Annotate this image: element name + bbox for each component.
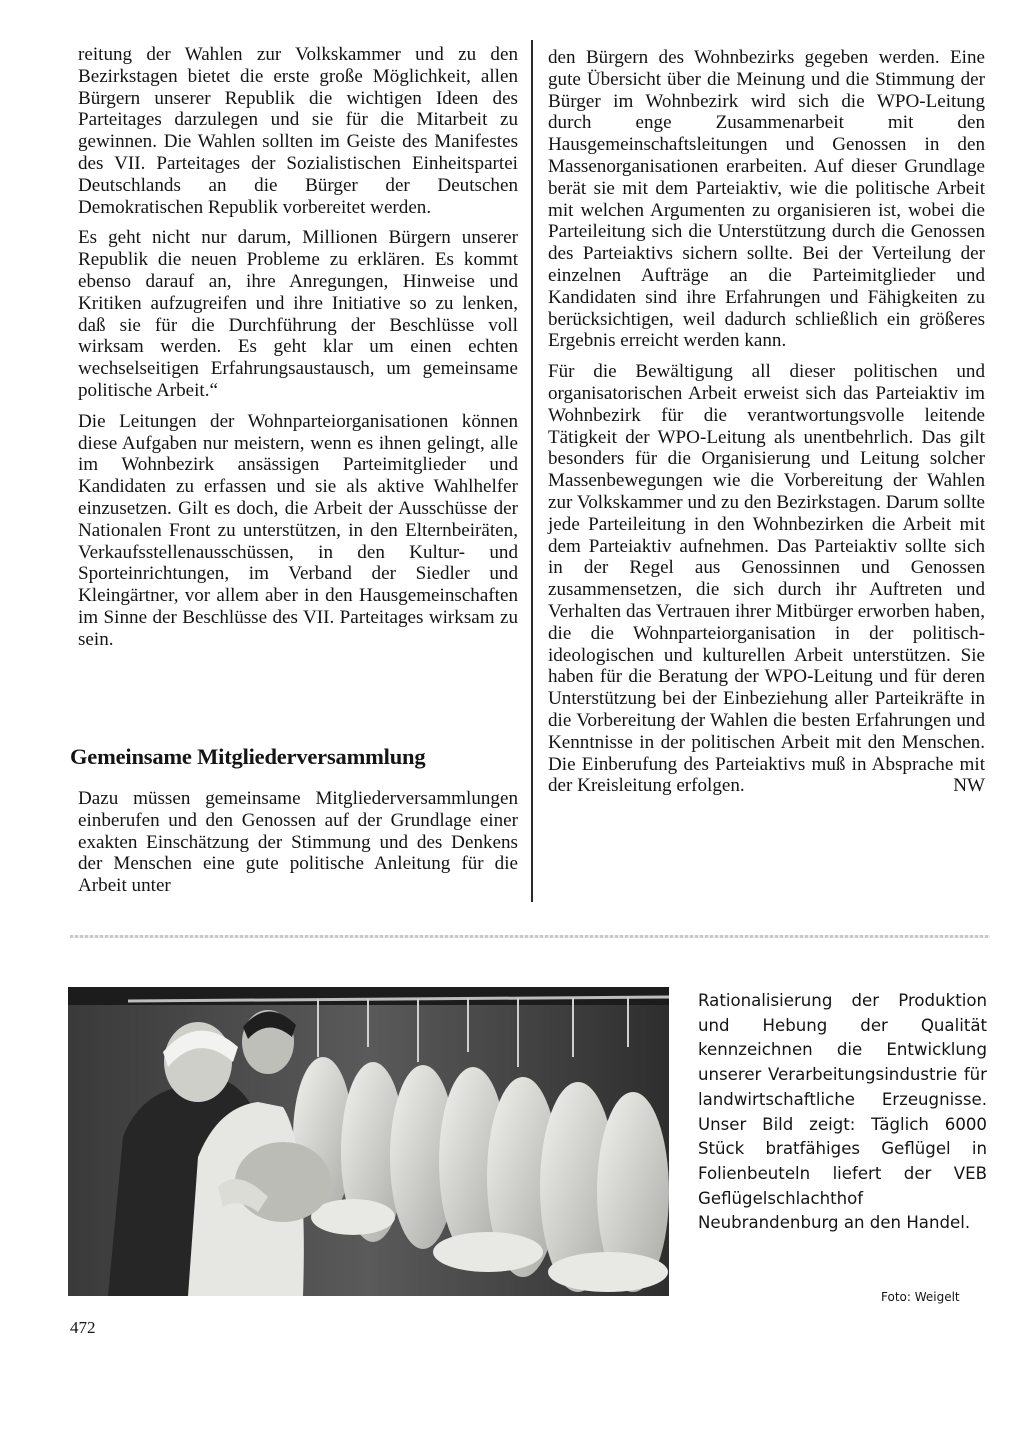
left-column-continued xyxy=(78,788,518,906)
photo-illustration xyxy=(68,987,669,1296)
photo-credit: Foto: Weigelt xyxy=(881,1290,960,1304)
paragraph: Es geht nicht nur darum, Millionen Bürgern unserer Republik die neuen Probleme zu erklären. Es kommt ebenso darauf an, ihre Anregungen, Hinweise und Kritiken aufzugreifen und ihre Initiative so zu lenken, daß sie für die Durchführung der Beschlüsse voll wirksam werden. Es geht klar um einen echten wechselseitigen Erfahrungsaustausch, um gemeinsame politische Arbeit.“ xyxy=(78,227,518,401)
paragraph: reitung der Wahlen zur Volkskammer und zu den Bezirkstagen bietet die erste große Möglichkeit, allen Bürgern unserer Republik die wichtigen Ideen des Parteitages darzulegen und sie für die Mitarbeit zu gewinnen. Die Wahlen sollten im Geiste des Manifestes des VII. Parteitages der Sozialistischen Einheitspartei Deutschlands an die Bürger der Deutschen Demokratischen Republik vorbereitet werden. xyxy=(78,44,518,218)
page-number: 472 xyxy=(70,1318,96,1337)
left-column xyxy=(78,44,518,660)
photo-caption: Rationalisierung der Produktion und Hebung der Qualität kennzeichnen die Entwicklung unserer Verarbeitungsindustrie für landwirtschaftliche Erzeugnisse. Unser Bild zeigt: Täglich 6000 Stück bratfähiges Geflügel in Folienbeuteln liefert der VEB Geflügelschlachthof Neubrandenburg an den Handel. xyxy=(698,991,987,1233)
right-column xyxy=(548,47,985,806)
author-signature: NW xyxy=(953,775,985,797)
horizontal-divider xyxy=(70,935,990,938)
section-heading: Gemeinsame Mitgliederversammlung xyxy=(70,744,426,769)
paragraph: Dazu müssen gemeinsame Mitgliederversammlungen einberufen und den Genossen auf der Grundlage einer exakten Einschätzung der Stimmung und des Denkens der Menschen eine gute politische Anleitung für die Arbeit unter xyxy=(78,788,518,897)
paragraph-text: Für die Bewältigung all dieser politischen und organisatorischen Arbeit erweist sich das Parteiaktiv im Wohnbezirk für die verantwortungsvolle leitende Tätigkeit der WPO-Leitung als unentbehrlich. Das gilt besonders für die Organisierung und Leitung solcher Massenbewegungen wie die Vorbereitung der Wahlen zur Volkskammer und zu den Bezirkstagen. Darum sollte jede Parteileitung in den Wohnbezirken die Arbeit mit dem Parteiaktiv aufnehmen. Das Parteiaktiv sollte sich in der Regel aus Genossinnen und Genossen zusammensetzen, die sich durch ihr Auftreten und Verhalten das Vertrauen ihrer Mitbürger erworben haben, die die Wohnparteiorganisation in der politisch-ideologischen und kulturellen Arbeit unterstützen. Sie haben für die Beratung der WPO-Leitung und für deren Unterstützung bei der Einbeziehung aller Parteikräfte in die Vorbereitung der Wahlen die besten Erfahrungen und Kenntnisse in der politischen Arbeit mit den Menschen. Die Einberufung des Parteiaktivs muß in Absprache mit der Kreisleitung erfolgen. xyxy=(548,361,985,797)
paragraph: den Bürgern des Wohnbezirks gegeben werden. Eine gute Übersicht über die Meinung und die Stimmung der Bürger im Wohnbezirk wird sich die WPO-Leitung durch enge Zusammenarbeit mit den Hausgemeinschaftsleitungen und Genossen in den Massenorganisationen erarbeiten. Auf dieser Grundlage berät sie mit dem Parteiaktiv, wie die politische Arbeit mit welchen Argumenten zu organisieren ist, wobei die Parteileitung sich die Unterstützung durch die Genossen des Parteiaktivs sichern sollte. Bei der Verteilung der einzelnen Aufträge an die Parteimitglieder und Kandidaten sind ihre Erfahrungen und Fähigkeiten zu berücksichtigen, weil dadurch schließlich ein größeres Ergebnis erreicht werden kann. xyxy=(548,47,985,352)
column-divider xyxy=(531,40,533,902)
photo-poultry-processing xyxy=(68,987,669,1296)
paragraph xyxy=(548,361,985,797)
paragraph: Die Leitungen der Wohnparteiorganisationen können diese Aufgaben nur meistern, wenn es ihnen gelingt, alle im Wohnbezirk ansässigen Parteimitglieder und Kandidaten zu erfassen und sie als aktive Wahlhelfer einzusetzen. Gilt es doch, die Arbeit der Ausschüsse der Nationalen Front zu unterstützen, in den Elternbeiräten, Verkaufsstellenausschüssen, in den Kultur- und Sporteinrichtungen, im Verband der Siedler und Kleingärtner, vor allem aber in den Hausgemeinschaften im Sinne der Beschlüsse des VII. Parteitages wirksam zu sein. xyxy=(78,410,518,650)
